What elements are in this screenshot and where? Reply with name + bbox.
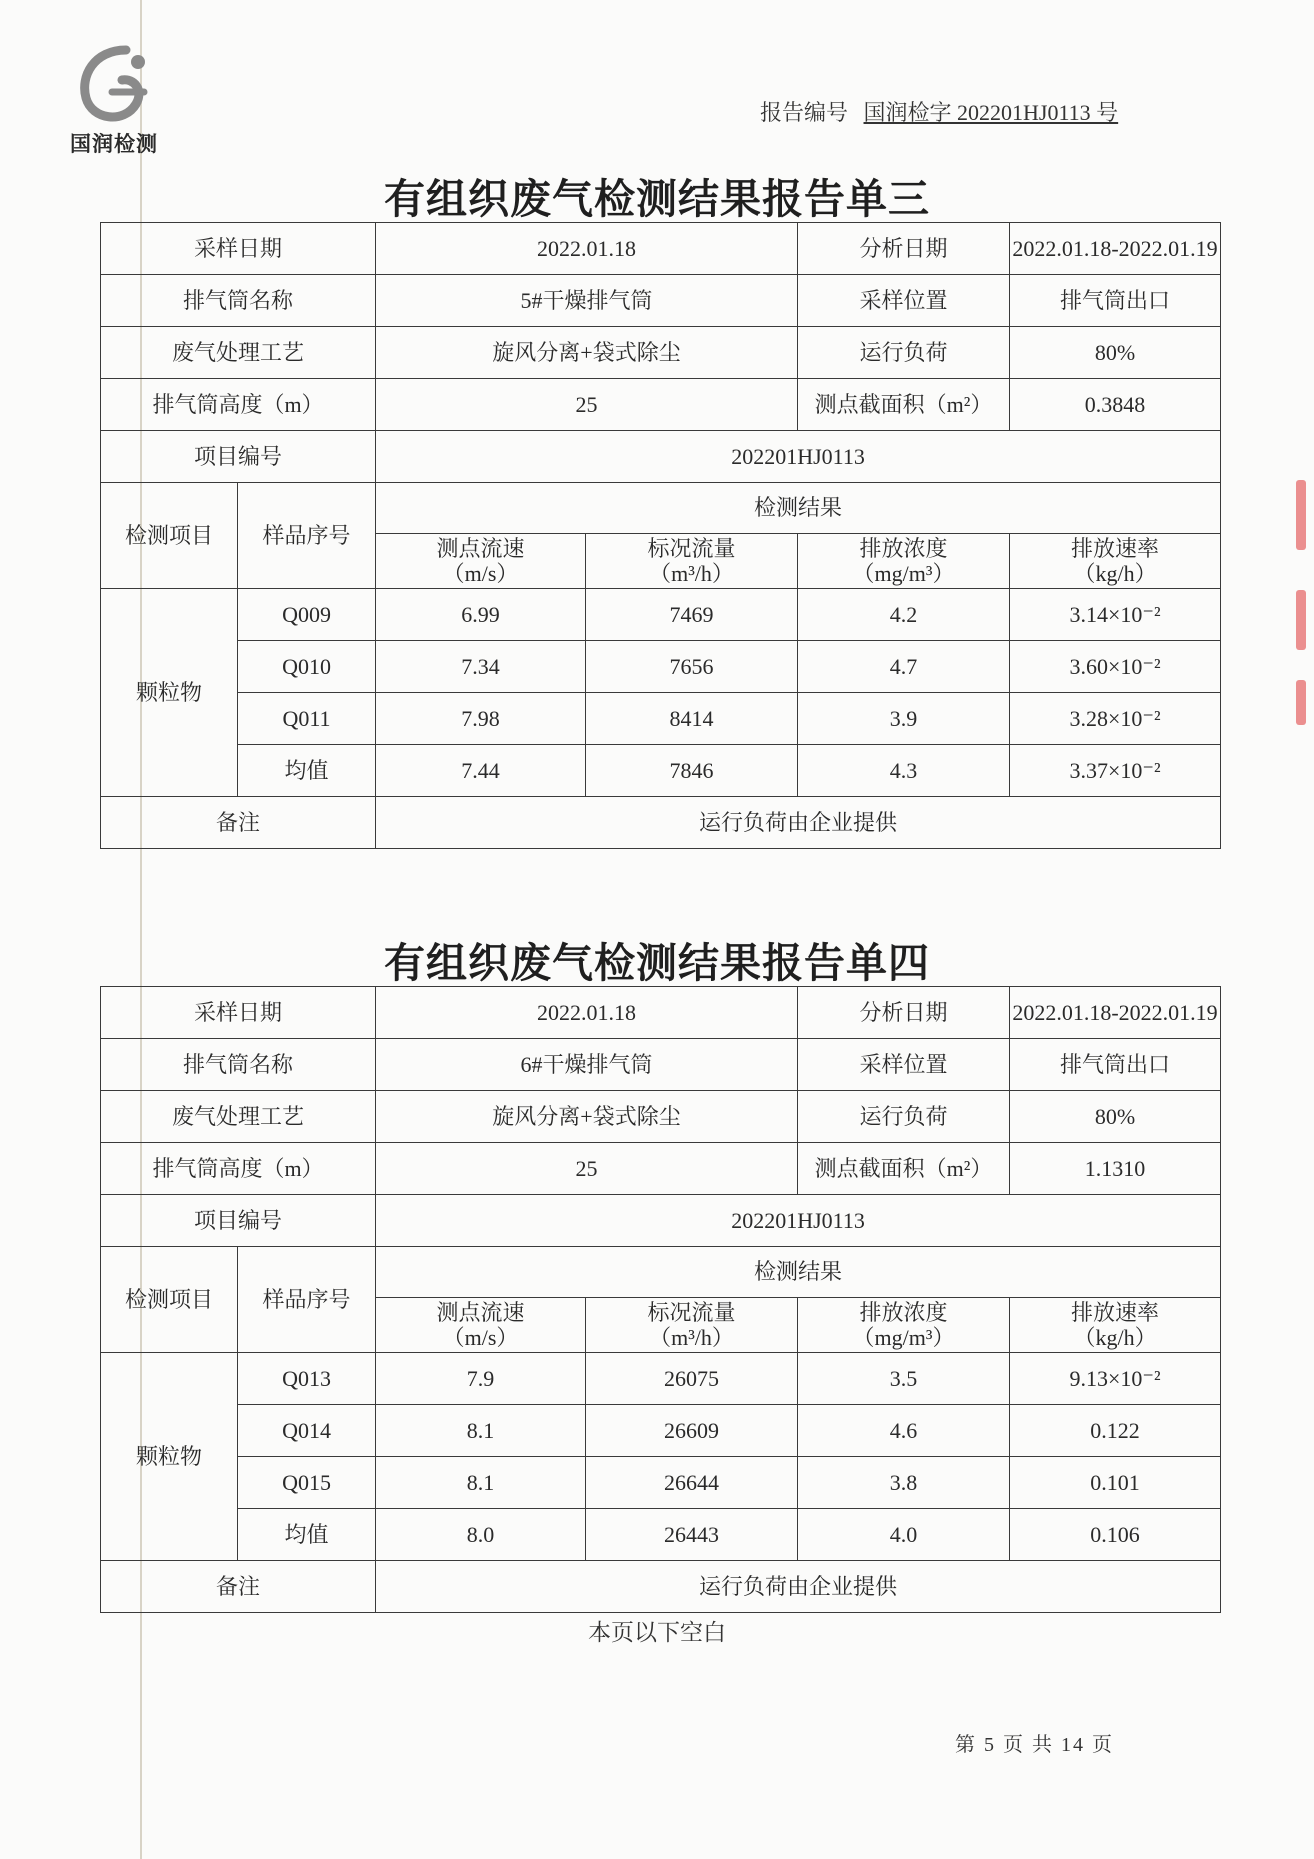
label-analysis-date: 分析日期	[798, 223, 1010, 275]
test-item-value: 颗粒物	[101, 1353, 238, 1561]
label-sample-no: 样品序号	[238, 1247, 376, 1353]
table-row	[101, 693, 1221, 745]
header-conc	[798, 1298, 1010, 1353]
velocity-value: 8.1	[376, 1405, 586, 1457]
analysis-date-value: 2022.01.18-2022.01.19	[1010, 987, 1221, 1039]
red-stamp-edge	[1296, 680, 1306, 725]
table-row	[101, 641, 1221, 693]
velocity-value: 7.9	[376, 1353, 586, 1405]
header-rate	[1010, 1298, 1221, 1353]
header-velocity	[376, 1298, 586, 1353]
label-test-item: 检测项目	[101, 1247, 238, 1353]
flow-value: 7656	[586, 641, 798, 693]
sampling-position-value: 排气筒出口	[1010, 275, 1221, 327]
conc-value: 4.2	[798, 589, 1010, 641]
cross-section-value: 0.3848	[1010, 379, 1221, 431]
stack-name-value: 5#干燥排气筒	[376, 275, 798, 327]
rate-value: 3.28×10⁻²	[1010, 693, 1221, 745]
conc-value: 4.3	[798, 745, 1010, 797]
conc-unit: （mg/m³）	[852, 561, 955, 586]
sample-no: Q013	[238, 1353, 376, 1405]
flow-value: 7846	[586, 745, 798, 797]
conc-label: 排放浓度	[859, 1299, 948, 1325]
rate-value: 0.106	[1010, 1509, 1221, 1561]
label-project-no: 项目编号	[101, 431, 376, 483]
conc-value: 4.7	[798, 641, 1010, 693]
label-stack-height: 排气筒高度（m）	[101, 379, 376, 431]
sample-no: Q015	[238, 1457, 376, 1509]
header-flow	[586, 1298, 798, 1353]
flow-value: 26075	[586, 1353, 798, 1405]
project-no-value: 202201HJ0113	[376, 1195, 1221, 1247]
sample-no: 均值	[238, 745, 376, 797]
company-logo	[64, 42, 174, 162]
header-rate	[1010, 534, 1221, 589]
label-treatment: 废气处理工艺	[101, 327, 376, 379]
report-title: 有组织废气检测结果报告单四	[384, 939, 930, 987]
sample-no: Q010	[238, 641, 376, 693]
rate-value: 3.14×10⁻²	[1010, 589, 1221, 641]
rate-label: 排放速率	[1071, 535, 1160, 561]
sampling-position-value: 排气筒出口	[1010, 1039, 1221, 1091]
project-no-value: 202201HJ0113	[376, 431, 1221, 483]
flow-label: 标况流量	[647, 535, 736, 561]
logo-text: 国润检测	[70, 132, 158, 156]
velocity-value: 8.0	[376, 1509, 586, 1561]
velocity-value: 6.99	[376, 589, 586, 641]
label-treatment: 废气处理工艺	[101, 1091, 376, 1143]
velocity-unit: （m/s）	[442, 1325, 519, 1350]
table-row	[101, 589, 1221, 641]
sample-no: Q014	[238, 1405, 376, 1457]
label-sampling-position: 采样位置	[798, 1039, 1010, 1091]
table-row	[101, 1509, 1221, 1561]
velocity-label: 测点流速	[436, 1299, 525, 1325]
label-sampling-position: 采样位置	[798, 275, 1010, 327]
label-results: 检测结果	[376, 483, 1221, 534]
report-number-label: 报告编号	[760, 100, 849, 125]
velocity-value: 7.98	[376, 693, 586, 745]
rate-value: 3.37×10⁻²	[1010, 745, 1221, 797]
cross-section-value: 1.1310	[1010, 1143, 1221, 1195]
rate-unit: （kg/h）	[1073, 561, 1157, 586]
label-sample-no: 样品序号	[238, 483, 376, 589]
header-conc	[798, 534, 1010, 589]
stack-height-value: 25	[376, 379, 798, 431]
label-remark: 备注	[101, 797, 376, 849]
header-flow	[586, 534, 798, 589]
test-item-value: 颗粒物	[101, 589, 238, 797]
rate-value: 9.13×10⁻²	[1010, 1353, 1221, 1405]
table-row	[101, 1405, 1221, 1457]
logo-mark-icon	[64, 42, 164, 128]
label-load: 运行负荷	[798, 1091, 1010, 1143]
sample-no: Q009	[238, 589, 376, 641]
header-velocity	[376, 534, 586, 589]
label-sampling-date: 采样日期	[101, 223, 376, 275]
table-row	[101, 1457, 1221, 1509]
label-stack-name: 排气筒名称	[101, 275, 376, 327]
rate-value: 0.101	[1010, 1457, 1221, 1509]
report-title: 有组织废气检测结果报告单三	[384, 175, 930, 223]
rate-label: 排放速率	[1071, 1299, 1160, 1325]
label-project-no: 项目编号	[101, 1195, 376, 1247]
conc-value: 3.9	[798, 693, 1010, 745]
red-stamp-edge	[1296, 590, 1306, 650]
velocity-value: 7.44	[376, 745, 586, 797]
label-sampling-date: 采样日期	[101, 987, 376, 1039]
sampling-date-value: 2022.01.18	[376, 987, 798, 1039]
sample-no: 均值	[238, 1509, 376, 1561]
label-cross-section: 测点截面积（m²）	[798, 1143, 1010, 1195]
conc-value: 3.8	[798, 1457, 1010, 1509]
table-row	[101, 745, 1221, 797]
stack-name-value: 6#干燥排气筒	[376, 1039, 798, 1091]
label-results: 检测结果	[376, 1247, 1221, 1298]
conc-value: 4.6	[798, 1405, 1010, 1457]
table-row	[101, 1353, 1221, 1405]
label-stack-name: 排气筒名称	[101, 1039, 376, 1091]
conc-label: 排放浓度	[859, 535, 948, 561]
load-value: 80%	[1010, 327, 1221, 379]
report-table	[100, 222, 1221, 849]
red-stamp-edge	[1296, 480, 1306, 550]
label-analysis-date: 分析日期	[798, 987, 1010, 1039]
label-test-item: 检测项目	[101, 483, 238, 589]
blank-below-note: 本页以下空白	[588, 1620, 726, 1645]
flow-value: 7469	[586, 589, 798, 641]
report-number-value: 国润检字 202201HJ0113 号	[863, 100, 1119, 125]
flow-value: 26443	[586, 1509, 798, 1561]
label-cross-section: 测点截面积（m²）	[798, 379, 1010, 431]
treatment-value: 旋风分离+袋式除尘	[376, 327, 798, 379]
label-stack-height: 排气筒高度（m）	[101, 1143, 376, 1195]
sample-no: Q011	[238, 693, 376, 745]
velocity-unit: （m/s）	[442, 561, 519, 586]
treatment-value: 旋风分离+袋式除尘	[376, 1091, 798, 1143]
page-number: 第 5 页 共 14 页	[955, 1734, 1114, 1756]
rate-unit: （kg/h）	[1073, 1325, 1157, 1350]
label-load: 运行负荷	[798, 327, 1010, 379]
conc-unit: （mg/m³）	[852, 1325, 955, 1350]
velocity-label: 测点流速	[436, 535, 525, 561]
remark-value: 运行负荷由企业提供	[376, 797, 1221, 849]
conc-value: 3.5	[798, 1353, 1010, 1405]
velocity-value: 7.34	[376, 641, 586, 693]
velocity-value: 8.1	[376, 1457, 586, 1509]
report-number	[760, 96, 1118, 127]
rate-value: 3.60×10⁻²	[1010, 641, 1221, 693]
flow-label: 标况流量	[647, 1299, 736, 1325]
label-remark: 备注	[101, 1561, 376, 1613]
conc-value: 4.0	[798, 1509, 1010, 1561]
flow-unit: （m³/h）	[649, 1325, 734, 1350]
analysis-date-value: 2022.01.18-2022.01.19	[1010, 223, 1221, 275]
rate-value: 0.122	[1010, 1405, 1221, 1457]
stack-height-value: 25	[376, 1143, 798, 1195]
sampling-date-value: 2022.01.18	[376, 223, 798, 275]
flow-value: 26644	[586, 1457, 798, 1509]
remark-value: 运行负荷由企业提供	[376, 1561, 1221, 1613]
flow-value: 8414	[586, 693, 798, 745]
flow-unit: （m³/h）	[649, 561, 734, 586]
load-value: 80%	[1010, 1091, 1221, 1143]
flow-value: 26609	[586, 1405, 798, 1457]
report-table	[100, 986, 1221, 1613]
